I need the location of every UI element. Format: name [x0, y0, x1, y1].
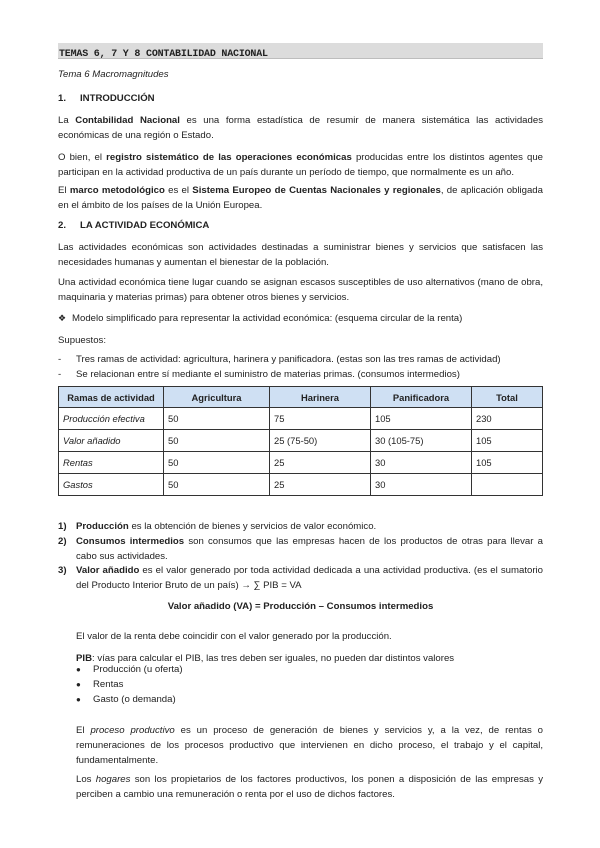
table-cell: 230 — [472, 408, 543, 430]
table-cell: 105 — [371, 408, 472, 430]
paragraph-proceso: El proceso productivo es un proceso de generación de bienes y servicios y, a la vez, de rentas o remuneraciones de los procesos productivo que intervienen en dicho proceso, el trabajo y el capital, fundamentalmente. — [76, 724, 543, 766]
bullet-icon: ● — [76, 680, 81, 689]
paragraph-pib: PIB: vías para calcular el PIB, las tres deben ser iguales, no pueden dar distintos valores — [76, 652, 455, 664]
section-title: INTRODUCCIÓN — [80, 93, 155, 104]
section-title: LA ACTIVIDAD ECONÓMICA — [80, 220, 210, 231]
dash-item: - Tres ramas de actividad: agricultura, harinera y panificadora. (estas son las tres ramas de actividad) — [58, 354, 501, 365]
document-title: TEMAS 6, 7 Y 8 CONTABILIDAD NACIONAL — [59, 49, 268, 60]
section-heading-1 — [58, 91, 543, 106]
table-cell: 25 (75-50) — [270, 430, 371, 452]
row-label: Producción efectiva — [59, 408, 164, 430]
section-number: 2. — [58, 220, 67, 231]
section-number: 1. — [58, 93, 67, 104]
paragraph-registro: O bien, el registro sistemático de las operaciones económicas producidas entre los distintos agentes que participan en la actividad productiva de un país durante un período de tiempo, que normalmente es un año. — [58, 152, 544, 178]
table-cell: 25 — [270, 452, 371, 474]
table-header: Harinera — [270, 387, 371, 408]
table-header: Panificadora — [371, 387, 472, 408]
term: Producción — [76, 521, 129, 532]
paragraph-renta: El valor de la renta debe coincidir con el valor generado por la producción. — [76, 630, 392, 642]
formula: Valor añadido (VA) = Producción – Consumos intermedios — [167, 601, 434, 612]
bullet-icon: ● — [76, 665, 81, 674]
table-row — [59, 452, 543, 474]
supuestos-label: Supuestos: — [58, 335, 107, 346]
list-item: ● Producción (u oferta) — [76, 664, 183, 675]
paragraph-actividades: Las actividades económicas son actividades destinadas a suministrar bienes y servicios que satisfacen las necesidades humanas y aumentan el bienestar de la población. — [58, 242, 543, 268]
table-cell: 50 — [164, 430, 270, 452]
table-cell: 30 — [371, 452, 472, 474]
term: Contabilidad Nacional — [75, 115, 180, 126]
table-cell: 105 — [472, 430, 543, 452]
paragraph-contabilidad: La Contabilidad Nacional es una forma estadística de resumir de manera sistemática las actividades económicas de una región o Estado. — [58, 115, 543, 141]
row-label: Gastos — [59, 474, 164, 496]
term: marco metodológico — [69, 185, 165, 196]
term: hogares — [95, 773, 131, 785]
table-header-row — [59, 387, 543, 408]
subtitle: Tema 6 Macromagnitudes — [58, 69, 169, 80]
term: proceso productivo — [90, 724, 175, 736]
table-row — [59, 474, 543, 496]
table-header: Total — [472, 387, 543, 408]
table-cell: 105 — [472, 452, 543, 474]
paragraph-hogares: Los hogares son los propietarios de los factores productivos, los ponen a disposición de las empresas y perciben a cambio una remuneración o renta por el uso de dichos factores. — [76, 773, 543, 800]
model-line: ❖ Modelo simplificado para representar la actividad económica: (esquema circular de la renta) — [58, 313, 463, 324]
table-cell — [472, 474, 543, 496]
item-number: 1) — [58, 521, 67, 532]
item-number: 3) — [58, 565, 67, 576]
term: Consumos intermedios — [76, 536, 185, 547]
definition-item: 3) Valor añadido es el valor generado por toda actividad dedicada a una actividad productiva. (es el sumatorio del Producto Interior Bruto de un país) → ∑ PIB = VA — [58, 565, 543, 591]
table-cell: 30 — [371, 474, 472, 496]
section-heading-2 — [58, 218, 543, 233]
paragraph-actividad-economica: Una actividad económica tiene lugar cuando se asignan escasos susceptibles de uso alternativos (mano de obra, maquinaria y materias primas) para obtener otros bienes y servicios. — [58, 277, 543, 303]
item-number: 2) — [58, 536, 67, 547]
dash-item: - Se relacionan entre sí mediante el suministro de materias primas. (consumos intermedios) — [58, 369, 460, 380]
table-cell: 50 — [164, 452, 270, 474]
table-header: Ramas de actividad — [59, 387, 164, 408]
term: Valor añadido — [76, 565, 140, 576]
table-cell: 25 — [270, 474, 371, 496]
bullet-icon: ● — [76, 695, 81, 704]
term: Sistema Europeo de Cuentas Nacionales y regionales — [192, 185, 441, 196]
table-row — [59, 408, 543, 430]
dash-icon: - — [58, 369, 62, 380]
table-header: Agricultura — [164, 387, 270, 408]
activity-table — [58, 386, 543, 496]
definition-item: 1) Producción es la obtención de bienes y servicios de valor económico. — [58, 521, 377, 532]
table-cell: 75 — [270, 408, 371, 430]
document-title-bar — [58, 43, 543, 59]
term: PIB — [76, 652, 92, 664]
term: registro sistemático de las operaciones económicas — [106, 152, 352, 163]
diamond-bullet-icon: ❖ — [58, 313, 67, 323]
table-cell: 30 (105-75) — [371, 430, 472, 452]
table-row — [59, 430, 543, 452]
row-label: Valor añadido — [59, 430, 164, 452]
list-item: ● Rentas — [76, 679, 124, 690]
definition-item: 2) Consumos intermedios son consumos que las empresas hacen de los productos de otras para llevar a cabo sus actividades. — [58, 536, 543, 562]
paragraph-marco: El marco metodológico es el Sistema Europeo de Cuentas Nacionales y regionales, de aplicación obligada en el ámbito de los países de la Unión Europea. — [58, 185, 543, 211]
dash-icon: - — [58, 354, 62, 365]
table-cell: 50 — [164, 408, 270, 430]
row-label: Rentas — [59, 452, 164, 474]
list-item: ● Gasto (o demanda) — [76, 694, 176, 705]
table-cell: 50 — [164, 474, 270, 496]
